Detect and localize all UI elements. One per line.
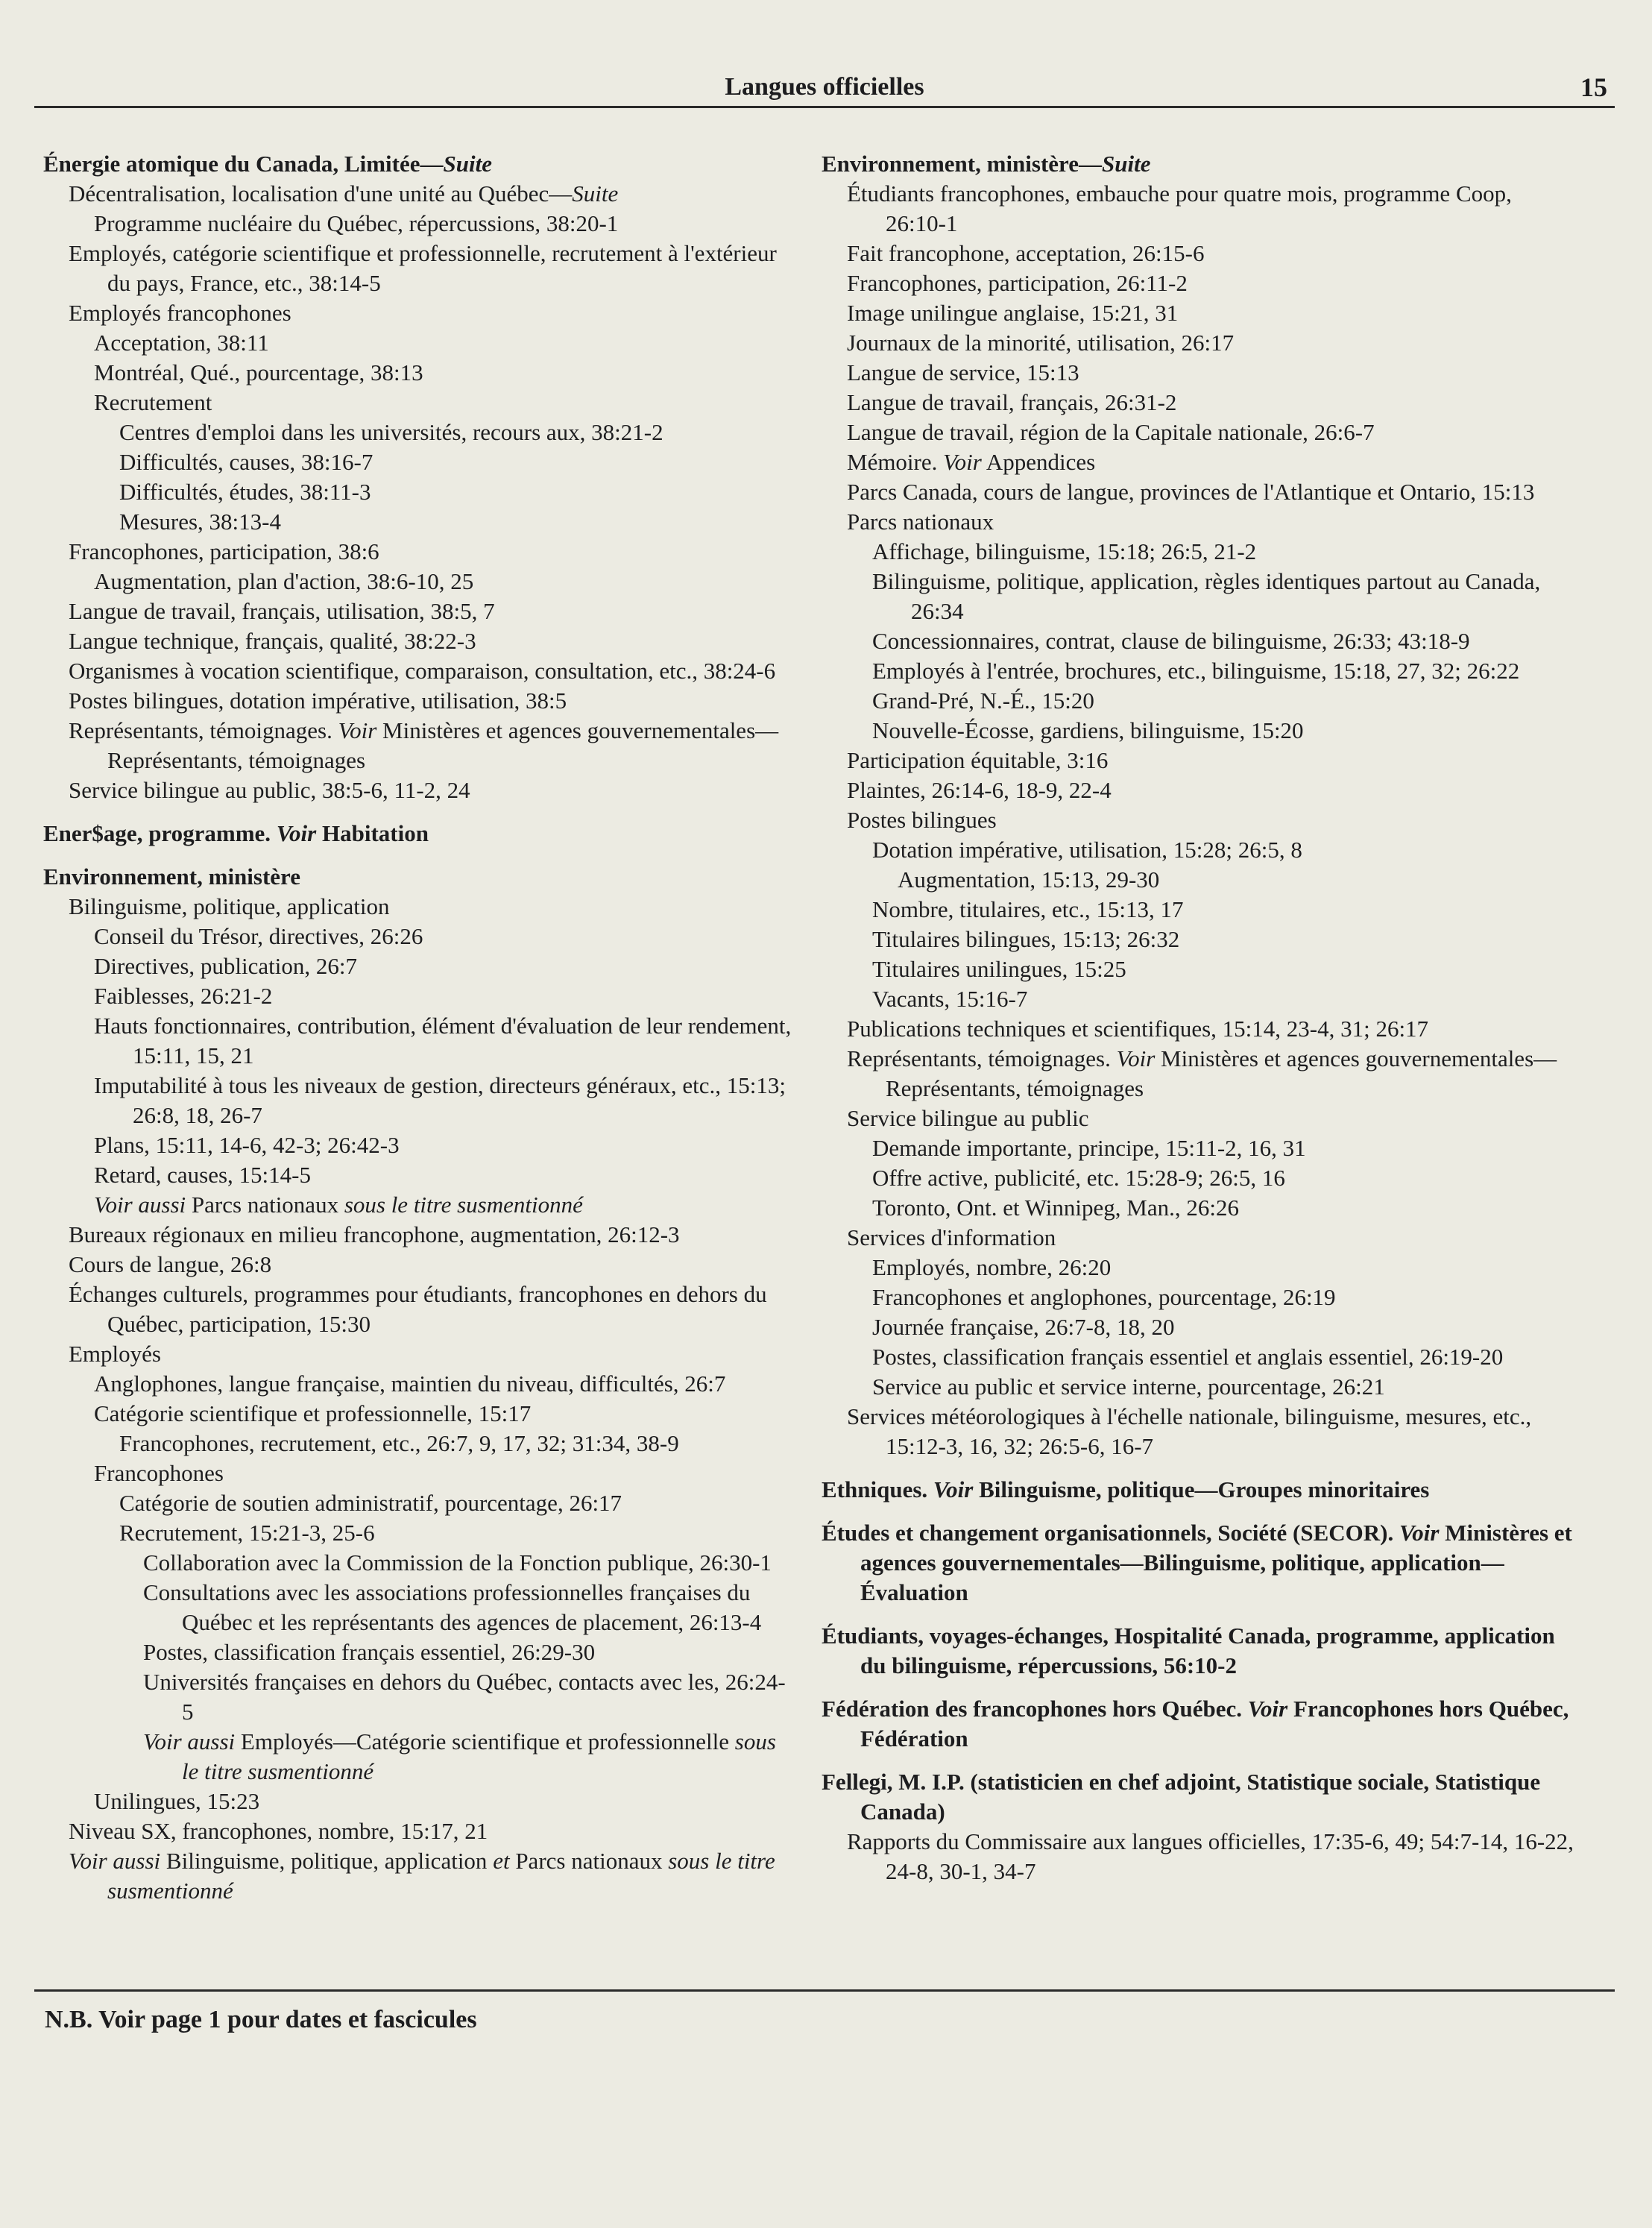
italic-text: sous le titre susmentionné [344, 1192, 583, 1218]
index-entry [94, 922, 796, 951]
entry-heading: Fédération des francophones hors Québec. [822, 1696, 1243, 1722]
index-entry [872, 1372, 1574, 1402]
entry-text: Parcs nationaux [847, 509, 994, 535]
entry-text: Langue de travail, français, utilisation, 38:5, 7 [69, 598, 495, 624]
entry-text: Service bilingue au public [847, 1105, 1089, 1131]
index-entry [94, 388, 796, 418]
entry-text: Centres d'emploi dans les universités, recours aux, 38:21-2 [119, 419, 663, 445]
entry-text: (statisticien en chef adjoint, Statistique sociale, Statistique Canada) [860, 1769, 1541, 1825]
page-header [34, 69, 1615, 108]
index-entry [69, 892, 796, 922]
index-entry [94, 209, 796, 239]
index-entry [872, 656, 1574, 686]
index-entry [143, 1578, 796, 1637]
entry-text: Ministères et agences gouvernementales—Représentants, témoignages [886, 1045, 1557, 1101]
entry-text: Bureaux régionaux en milieu francophone, augmentation, 26:12-3 [69, 1221, 680, 1247]
index-entry [94, 951, 796, 981]
entry-text: Ministères et agences gouvernementales—Bilinguisme, politique, application—Évaluation [860, 1520, 1572, 1605]
index-entry [847, 388, 1574, 418]
entry-text: Service bilingue au public, 38:5-6, 11-2, 24 [69, 777, 470, 803]
index-entry [872, 716, 1574, 746]
entry-text: Services d'information [847, 1224, 1056, 1250]
entry-text: Employés à l'entrée, brochures, etc., bilinguisme, 15:18, 27, 32; 26:22 [872, 658, 1520, 684]
index-entry [94, 981, 796, 1011]
index-entry [69, 298, 796, 328]
index-entry [69, 239, 796, 298]
index-heading [43, 149, 796, 179]
index-entry [872, 895, 1574, 925]
entry-text: Cours de langue, 26:8 [69, 1251, 272, 1277]
italic-text: Voir [933, 1476, 974, 1502]
entry-text: Appendices [981, 449, 1096, 475]
entry-heading: Fellegi, M. I.P. [822, 1769, 965, 1795]
index-entry [94, 567, 796, 597]
index-entry [143, 1548, 796, 1578]
entry-text: Nouvelle-Écosse, gardiens, bilinguisme, 15:20 [872, 717, 1304, 743]
entry-text: Parcs nationaux [186, 1192, 344, 1218]
index-entry [847, 477, 1574, 507]
entry-text: Catégorie scientifique et professionnelle, 15:17 [94, 1400, 532, 1426]
index-entry [898, 865, 1574, 895]
entry-text: Unilingues, 15:23 [94, 1788, 260, 1814]
footer-rule [34, 1989, 1615, 1992]
index-entry [847, 358, 1574, 388]
index-entry [143, 1637, 796, 1667]
entry-text: Décentralisation, localisation d'une unité au Québec— [69, 180, 573, 207]
index-entry [872, 984, 1574, 1014]
entry-text: Langue de travail, région de la Capitale nationale, 26:6-7 [847, 419, 1375, 445]
index-entry [94, 1369, 796, 1399]
entry-text: Dotation impérative, utilisation, 15:28; 26:5, 8 [872, 837, 1302, 863]
entry-text: Postes, classification français essentiel, 26:29-30 [143, 1639, 596, 1665]
index-entry [872, 1253, 1574, 1283]
entry-text: Bilinguisme, politique—Groupes minoritaires [973, 1476, 1430, 1502]
entry-text: Difficultés, études, 38:11-3 [119, 479, 371, 505]
entry-text: Concessionnaires, contrat, clause de bilinguisme, 26:33; 43:18-9 [872, 628, 1470, 654]
italic-text: Suite [572, 180, 619, 207]
entry-text: Augmentation, plan d'action, 38:6-10, 25 [94, 568, 474, 594]
index-entry [94, 358, 796, 388]
index-entry [69, 537, 796, 567]
entry-heading: Énergie atomique du Canada, Limitée— [43, 151, 444, 177]
index-entry [119, 1518, 796, 1548]
index-entry [94, 1458, 796, 1488]
entry-text: Recrutement [94, 389, 212, 415]
entry-text: Bilinguisme, politique, application, règles identiques partout au Canada, 26:34 [872, 568, 1541, 624]
italic-text: Voir [338, 717, 377, 743]
index-entry [872, 567, 1574, 626]
index-entry [847, 179, 1574, 239]
index-entry [847, 1014, 1574, 1044]
index-entry [119, 447, 796, 477]
entry-text: Journée française, 26:7-8, 18, 20 [872, 1314, 1175, 1340]
index-entry [119, 418, 796, 447]
index-column-left [43, 149, 796, 1906]
entry-text: Rapports du Commissaire aux langues officielles, 17:35-6, 49; 54:7-14, 16-22, 24-8, 30-1, 34-7 [847, 1828, 1574, 1884]
index-entry [847, 775, 1574, 805]
entry-text: Ministères et agences gouvernementales—Représentants, témoignages [107, 717, 779, 773]
index-entry [872, 954, 1574, 984]
entry-text: Consultations avec les associations professionnelles françaises du Québec et les représentants des agences de placement, 26:13-4 [143, 1579, 762, 1635]
entry-text: Langue de travail, français, 26:31-2 [847, 389, 1177, 415]
entry-text: Bilinguisme, politique, application [69, 893, 390, 919]
entry-heading: Environnement, ministère— [822, 151, 1103, 177]
index-entry [119, 1488, 796, 1518]
entry-text: Affichage, bilinguisme, 15:18; 26:5, 21-2 [872, 538, 1257, 564]
index-entry [69, 597, 796, 626]
index-entry [847, 1827, 1574, 1886]
index-heading [43, 819, 796, 849]
entry-text: Langue de service, 15:13 [847, 359, 1079, 386]
italic-text: Voir [1247, 1696, 1288, 1722]
entry-text: Employés [69, 1341, 161, 1367]
entry-text: Employés, nombre, 26:20 [872, 1254, 1112, 1280]
index-entry [847, 239, 1574, 268]
index-entry [872, 835, 1574, 865]
italic-text: Suite [1102, 151, 1151, 177]
index-entry [872, 626, 1574, 656]
entry-text: Offre active, publicité, etc. 15:28-9; 26:5, 16 [872, 1165, 1285, 1191]
entry-text: Titulaires unilingues, 15:25 [872, 956, 1126, 982]
entry-text: Étudiants francophones, embauche pour quatre mois, programme Coop, 26:10-1 [847, 180, 1512, 236]
index-entry [143, 1727, 796, 1787]
entry-text: Demande importante, principe, 15:11-2, 16, 31 [872, 1135, 1306, 1161]
index-entry [69, 1846, 796, 1906]
index-entry [847, 1223, 1574, 1253]
index-entry [847, 298, 1574, 328]
index-entry [872, 1163, 1574, 1193]
index-heading [822, 1475, 1574, 1505]
index-entry [847, 507, 1574, 537]
entry-text: Hauts fonctionnaires, contribution, élément d'évaluation de leur rendement, 15:11, 15, 21 [94, 1013, 792, 1069]
entry-text: Montréal, Qué., pourcentage, 38:13 [94, 359, 423, 386]
page-number: 15 [1580, 72, 1607, 102]
index-heading [822, 1518, 1574, 1608]
italic-text: Voir aussi [143, 1728, 236, 1755]
index-entry [847, 805, 1574, 835]
entry-text: Représentants, témoignages. [69, 717, 338, 743]
index-entry [94, 1011, 796, 1071]
index-entry [94, 1071, 796, 1130]
entry-text: Francophones [94, 1460, 224, 1486]
index-entry [69, 179, 796, 209]
entry-text: Francophones hors Québec, Fédération [860, 1696, 1569, 1752]
index-heading [822, 1621, 1574, 1681]
entry-text: Service au public et service interne, pourcentage, 26:21 [872, 1373, 1385, 1400]
index-entry [847, 746, 1574, 775]
entry-text: Niveau SX, francophones, nombre, 15:17, 21 [69, 1818, 488, 1844]
index-heading [822, 149, 1574, 179]
entry-text: Augmentation, 15:13, 29-30 [898, 866, 1160, 893]
index-entry [119, 507, 796, 537]
entry-text: Plaintes, 26:14-6, 18-9, 22-4 [847, 777, 1112, 803]
index-entry [847, 1104, 1574, 1133]
index-heading [822, 1767, 1574, 1827]
entry-heading: Étudiants, [822, 1623, 924, 1649]
running-title: Langues officielles [725, 73, 924, 101]
entry-text: Publications techniques et scientifiques, 15:14, 23-4, 31; 26:17 [847, 1016, 1429, 1042]
index-entry [847, 268, 1574, 298]
footer-note: N.B. Voir page 1 pour dates et fascicules [45, 2006, 477, 2033]
index-entry [872, 1342, 1574, 1372]
index-entry [872, 686, 1574, 716]
entry-text: Langue technique, français, qualité, 38:22-3 [69, 628, 476, 654]
entry-text: Difficultés, causes, 38:16-7 [119, 449, 373, 475]
index-entry [847, 418, 1574, 447]
index-entry [94, 1190, 796, 1220]
entry-text: Bilinguisme, politique, application [160, 1848, 494, 1874]
index-entry [847, 447, 1574, 477]
index-entry [872, 925, 1574, 954]
index-entry [69, 656, 796, 686]
italic-text: Voir [943, 449, 982, 475]
entry-text: Employés—Catégorie scientifique et professionnelle [235, 1728, 735, 1755]
entry-text: voyages-échanges, Hospitalité Canada, programme, application du bilinguisme, répercussions, 56:10-2 [860, 1623, 1555, 1678]
index-column-right [822, 149, 1574, 1886]
entry-text: Recrutement, 15:21-3, 25-6 [119, 1520, 375, 1546]
entry-text: Image unilingue anglaise, 15:21, 31 [847, 300, 1179, 326]
index-entry [847, 328, 1574, 358]
entry-text: Postes bilingues, dotation impérative, utilisation, 38:5 [69, 687, 567, 714]
index-entry [94, 1787, 796, 1816]
entry-text: Francophones, participation, 26:11-2 [847, 270, 1188, 296]
entry-text: Francophones et anglophones, pourcentage, 26:19 [872, 1284, 1336, 1310]
entry-text: Directives, publication, 26:7 [94, 953, 357, 979]
index-entry [847, 1044, 1574, 1104]
italic-text: sous le titre susmentionné [182, 1728, 776, 1784]
entry-text: Titulaires bilingues, 15:13; 26:32 [872, 926, 1180, 952]
italic-text: Voir [1116, 1045, 1156, 1071]
index-entry [69, 1816, 796, 1846]
index-heading [822, 1694, 1574, 1754]
index-entry [872, 1193, 1574, 1223]
entry-text: Employés francophones [69, 300, 291, 326]
italic-text: Suite [443, 151, 492, 177]
index-entry [94, 1160, 796, 1190]
index-entry [69, 1220, 796, 1250]
entry-text: Universités françaises en dehors du Québec, contacts avec les, 26:24-5 [143, 1669, 786, 1725]
entry-text: Fait francophone, acceptation, 26:15-6 [847, 240, 1205, 266]
index-entry [872, 537, 1574, 567]
entry-text: Parcs nationaux [509, 1848, 669, 1874]
italic-text: et [493, 1848, 510, 1874]
index-entry [69, 686, 796, 716]
index-entry [872, 1283, 1574, 1312]
italic-text: Voir aussi [69, 1848, 161, 1874]
entry-text: Employés, catégorie scientifique et professionnelle, recrutement à l'extérieur du pays, France, etc., 38:14-5 [69, 240, 777, 296]
index-heading [43, 862, 796, 892]
entry-text: Plans, 15:11, 14-6, 42-3; 26:42-3 [94, 1132, 400, 1158]
index-entry [119, 477, 796, 507]
index-entry [69, 1250, 796, 1280]
italic-text: sous le titre susmentionné [107, 1848, 775, 1904]
index-entry [69, 1339, 796, 1369]
entry-text: Habitation [316, 820, 429, 846]
italic-text: Voir [1399, 1520, 1440, 1546]
entry-text: Collaboration avec la Commission de la Fonction publique, 26:30-1 [143, 1549, 772, 1576]
entry-text: Postes bilingues [847, 807, 997, 833]
entry-text: Acceptation, 38:11 [94, 330, 269, 356]
index-entry [94, 328, 796, 358]
entry-heading: Environnement, ministère [43, 863, 301, 890]
entry-text: Journaux de la minorité, utilisation, 26:17 [847, 330, 1235, 356]
entry-text: Représentants, témoignages. [847, 1045, 1117, 1071]
entry-text: Organismes à vocation scientifique, comparaison, consultation, etc., 38:24-6 [69, 658, 776, 684]
index-entry [69, 775, 796, 805]
entry-heading: Ethniques. [822, 1476, 928, 1502]
entry-text: Nombre, titulaires, etc., 15:13, 17 [872, 896, 1184, 922]
index-entry [94, 1130, 796, 1160]
entry-text: Catégorie de soutien administratif, pourcentage, 26:17 [119, 1490, 622, 1516]
entry-text: Retard, causes, 15:14-5 [94, 1162, 311, 1188]
index-entry [69, 1280, 796, 1339]
entry-text: Participation équitable, 3:16 [847, 747, 1109, 773]
entry-text: Faiblesses, 26:21-2 [94, 983, 273, 1009]
entry-text: Vacants, 15:16-7 [872, 986, 1028, 1012]
index-entry [69, 626, 796, 656]
entry-text: Anglophones, langue française, maintien du niveau, difficultés, 26:7 [94, 1371, 726, 1397]
index-entry [94, 1399, 796, 1429]
entry-heading: Études et changement organisationnels, Société (SECOR). [822, 1520, 1394, 1546]
entry-text: Francophones, participation, 38:6 [69, 538, 379, 564]
entry-text: Services météorologiques à l'échelle nationale, bilinguisme, mesures, etc., 15:12-3, 16, 32; 26:5-6, 16-7 [847, 1403, 1532, 1459]
italic-text: Voir [276, 820, 317, 846]
index-entry [872, 1133, 1574, 1163]
italic-text: Voir aussi [94, 1192, 186, 1218]
entry-text: Mémoire. [847, 449, 944, 475]
entry-heading: Ener$age, programme. [43, 820, 271, 846]
entry-text: Grand-Pré, N.-É., 15:20 [872, 687, 1094, 714]
entry-text: Francophones, recrutement, etc., 26:7, 9, 17, 32; 31:34, 38-9 [119, 1430, 679, 1456]
entry-text: Parcs Canada, cours de langue, provinces de l'Atlantique et Ontario, 15:13 [847, 479, 1535, 505]
index-entry [69, 716, 796, 775]
index-entry [143, 1667, 796, 1727]
index-entry [872, 1312, 1574, 1342]
entry-text: Postes, classification français essentiel et anglais essentiel, 26:19-20 [872, 1344, 1504, 1370]
entry-text: Conseil du Trésor, directives, 26:26 [94, 923, 423, 949]
entry-text: Toronto, Ont. et Winnipeg, Man., 26:26 [872, 1195, 1239, 1221]
index-entry [119, 1429, 796, 1458]
entry-text: Échanges culturels, programmes pour étudiants, francophones en dehors du Québec, participation, 15:30 [69, 1281, 767, 1337]
entry-text: Programme nucléaire du Québec, répercussions, 38:20-1 [94, 210, 619, 236]
entry-text: Imputabilité à tous les niveaux de gestion, directeurs généraux, etc., 15:13; 26:8, 18, 26-7 [94, 1072, 786, 1128]
entry-text: Mesures, 38:13-4 [119, 509, 281, 535]
index-entry [847, 1402, 1574, 1461]
